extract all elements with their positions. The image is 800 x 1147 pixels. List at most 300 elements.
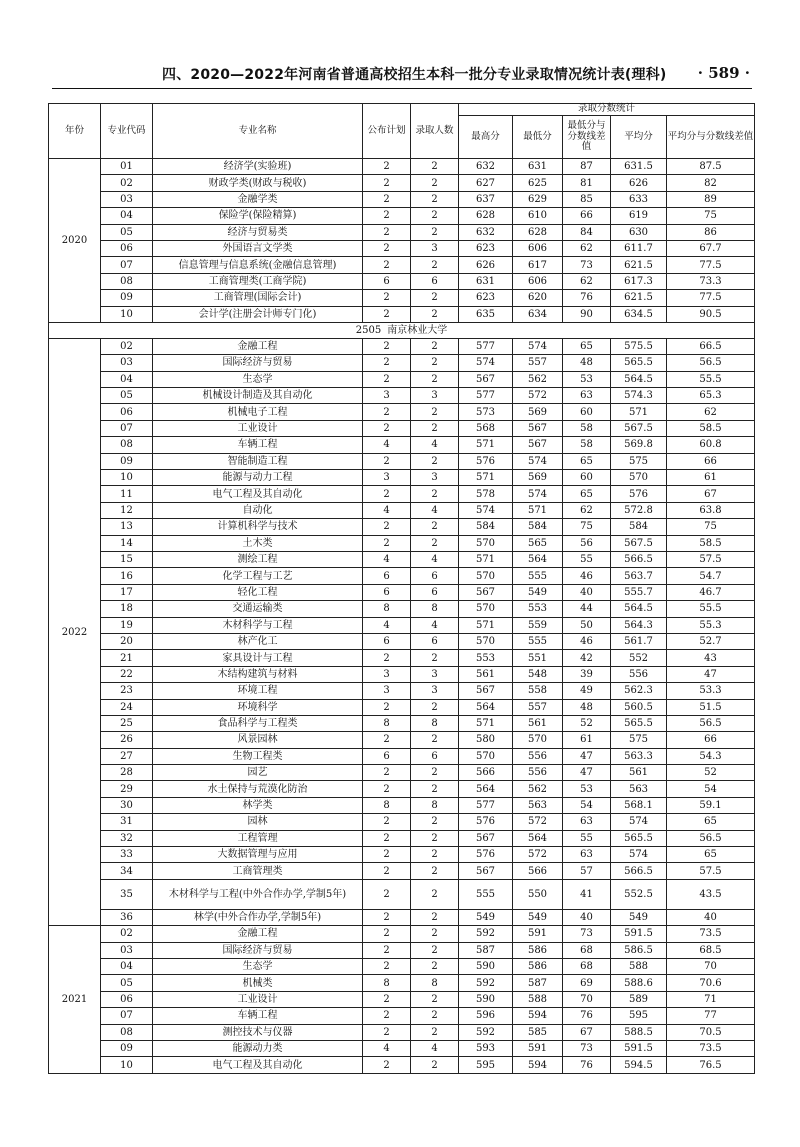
code-cell: 20: [101, 633, 153, 649]
admitted-cell: 2: [411, 486, 459, 502]
table-row: [49, 958, 755, 974]
max-cell: 570: [459, 568, 513, 584]
min-cell: 572: [513, 814, 563, 830]
min-diff-cell: 65: [563, 338, 611, 354]
admitted-cell: 2: [411, 290, 459, 306]
avg-diff-cell: 55.5: [667, 601, 755, 617]
avg-cell: 561: [611, 765, 667, 781]
min-diff-cell: 52: [563, 715, 611, 731]
min-diff-cell: 48: [563, 355, 611, 371]
max-cell: 623: [459, 290, 513, 306]
plan-cell: 8: [363, 715, 411, 731]
min-cell: 629: [513, 191, 563, 207]
min-diff-cell: 54: [563, 797, 611, 813]
avg-cell: 588.5: [611, 1024, 667, 1040]
table-row: [49, 683, 755, 699]
avg-cell: 561.7: [611, 633, 667, 649]
table-row: [49, 437, 755, 453]
max-cell: 627: [459, 175, 513, 191]
major-cell: 电气工程及其自动化: [153, 486, 363, 502]
plan-cell: 2: [363, 732, 411, 748]
min-cell: 558: [513, 683, 563, 699]
min-diff-cell: 73: [563, 1040, 611, 1056]
max-cell: 570: [459, 748, 513, 764]
code-cell: 04: [101, 958, 153, 974]
min-diff-cell: 58: [563, 437, 611, 453]
plan-cell: 2: [363, 863, 411, 879]
plan-cell: 8: [363, 601, 411, 617]
table-row: [49, 568, 755, 584]
avg-diff-cell: 58.5: [667, 420, 755, 436]
min-cell: 569: [513, 470, 563, 486]
plan-cell: 2: [363, 765, 411, 781]
major-cell: 机械设计制造及其自动化: [153, 388, 363, 404]
admitted-cell: 2: [411, 909, 459, 925]
avg-diff-cell: 57.5: [667, 863, 755, 879]
school-cell: [49, 322, 755, 338]
avg-cell: 630: [611, 224, 667, 240]
major-cell: 林学(中外合作办学,学制5年): [153, 909, 363, 925]
table-row: [49, 306, 755, 322]
max-cell: 571: [459, 437, 513, 453]
admitted-cell: 2: [411, 224, 459, 240]
admitted-cell: 2: [411, 404, 459, 420]
avg-diff-cell: 73.5: [667, 1040, 755, 1056]
min-cell: 550: [513, 879, 563, 909]
major-cell: 园林: [153, 814, 363, 830]
table-row: [49, 633, 755, 649]
major-cell: 化学工程与工艺: [153, 568, 363, 584]
admitted-cell: 2: [411, 257, 459, 273]
table-row: [49, 208, 755, 224]
max-cell: 567: [459, 683, 513, 699]
avg-diff-cell: 52: [667, 765, 755, 781]
table-row: [49, 420, 755, 436]
major-cell: 园艺: [153, 765, 363, 781]
col-header-year: 年份: [49, 104, 101, 159]
max-cell: 573: [459, 404, 513, 420]
table-row: [49, 765, 755, 781]
max-cell: 577: [459, 797, 513, 813]
min-cell: 571: [513, 502, 563, 518]
avg-diff-cell: 46.7: [667, 584, 755, 600]
avg-cell: 567.5: [611, 535, 667, 551]
code-cell: 08: [101, 437, 153, 453]
code-cell: 09: [101, 453, 153, 469]
min-cell: 584: [513, 519, 563, 535]
min-diff-cell: 49: [563, 683, 611, 699]
min-cell: 557: [513, 355, 563, 371]
min-diff-cell: 67: [563, 1024, 611, 1040]
code-cell: 03: [101, 355, 153, 371]
school-name: 南京林业大学: [387, 324, 448, 336]
plan-cell: 2: [363, 224, 411, 240]
table-body: [49, 159, 755, 1074]
avg-cell: 565.5: [611, 355, 667, 371]
avg-cell: 575: [611, 732, 667, 748]
min-cell: 606: [513, 240, 563, 256]
admitted-cell: 2: [411, 159, 459, 175]
avg-cell: 565.5: [611, 830, 667, 846]
max-cell: 590: [459, 958, 513, 974]
col-header-avg: 平均分: [611, 116, 667, 159]
major-cell: 食品科学与工程类: [153, 715, 363, 731]
plan-cell: 2: [363, 909, 411, 925]
plan-cell: 2: [363, 371, 411, 387]
min-cell: 562: [513, 371, 563, 387]
min-diff-cell: 73: [563, 926, 611, 942]
major-cell: 工业设计: [153, 420, 363, 436]
plan-cell: 2: [363, 355, 411, 371]
max-cell: 567: [459, 584, 513, 600]
plan-cell: 2: [363, 1057, 411, 1073]
avg-cell: 634.5: [611, 306, 667, 322]
avg-cell: 571: [611, 404, 667, 420]
major-cell: 工程管理: [153, 830, 363, 846]
table-row: [49, 926, 755, 942]
avg-diff-cell: 54.3: [667, 748, 755, 764]
avg-diff-cell: 40: [667, 909, 755, 925]
major-cell: 工业设计: [153, 991, 363, 1007]
avg-diff-cell: 73.3: [667, 273, 755, 289]
table-row: [49, 863, 755, 879]
major-cell: 金融工程: [153, 926, 363, 942]
table-row: [49, 584, 755, 600]
col-header-admitted: 录取人数: [411, 104, 459, 159]
table-row: [49, 732, 755, 748]
code-cell: 33: [101, 847, 153, 863]
max-cell: 555: [459, 879, 513, 909]
avg-diff-cell: 55.5: [667, 371, 755, 387]
plan-cell: 4: [363, 502, 411, 518]
min-cell: 594: [513, 1057, 563, 1073]
admitted-cell: 2: [411, 942, 459, 958]
table-row: [49, 240, 755, 256]
plan-cell: 2: [363, 420, 411, 436]
admitted-cell: 4: [411, 551, 459, 567]
min-cell: 567: [513, 420, 563, 436]
min-cell: 557: [513, 699, 563, 715]
major-cell: 土木类: [153, 535, 363, 551]
min-diff-cell: 58: [563, 420, 611, 436]
table-row: [49, 486, 755, 502]
avg-diff-cell: 70: [667, 958, 755, 974]
max-cell: 637: [459, 191, 513, 207]
col-header-min-diff: 最低分与分数线差值: [563, 116, 611, 159]
admitted-cell: 2: [411, 863, 459, 879]
code-cell: 10: [101, 306, 153, 322]
plan-cell: 2: [363, 942, 411, 958]
min-diff-cell: 60: [563, 470, 611, 486]
admitted-cell: 6: [411, 748, 459, 764]
min-diff-cell: 62: [563, 502, 611, 518]
plan-cell: 2: [363, 535, 411, 551]
plan-cell: 6: [363, 633, 411, 649]
admitted-cell: 8: [411, 797, 459, 813]
min-cell: 555: [513, 568, 563, 584]
table-row: [49, 797, 755, 813]
min-cell: 586: [513, 942, 563, 958]
avg-diff-cell: 67: [667, 486, 755, 502]
max-cell: 567: [459, 863, 513, 879]
avg-diff-cell: 66: [667, 732, 755, 748]
table-row: [49, 666, 755, 682]
admitted-cell: 2: [411, 306, 459, 322]
avg-cell: 621.5: [611, 290, 667, 306]
avg-cell: 584: [611, 519, 667, 535]
min-diff-cell: 55: [563, 830, 611, 846]
min-cell: 634: [513, 306, 563, 322]
min-cell: 574: [513, 486, 563, 502]
admitted-cell: 2: [411, 535, 459, 551]
admitted-cell: 2: [411, 732, 459, 748]
min-diff-cell: 84: [563, 224, 611, 240]
min-diff-cell: 46: [563, 568, 611, 584]
admitted-cell: 8: [411, 975, 459, 991]
avg-cell: 552.5: [611, 879, 667, 909]
min-cell: 548: [513, 666, 563, 682]
max-cell: 632: [459, 159, 513, 175]
plan-cell: 4: [363, 617, 411, 633]
min-diff-cell: 53: [563, 781, 611, 797]
admitted-cell: 6: [411, 584, 459, 600]
admitted-cell: 3: [411, 388, 459, 404]
major-cell: 能源动力类: [153, 1040, 363, 1056]
max-cell: 592: [459, 926, 513, 942]
max-cell: 580: [459, 732, 513, 748]
plan-cell: 6: [363, 584, 411, 600]
avg-cell: 563.7: [611, 568, 667, 584]
max-cell: 592: [459, 1024, 513, 1040]
avg-diff-cell: 75: [667, 208, 755, 224]
min-diff-cell: 62: [563, 273, 611, 289]
min-cell: 565: [513, 535, 563, 551]
avg-cell: 595: [611, 1008, 667, 1024]
min-cell: 563: [513, 797, 563, 813]
max-cell: 623: [459, 240, 513, 256]
admitted-cell: 2: [411, 420, 459, 436]
min-cell: 628: [513, 224, 563, 240]
code-cell: 14: [101, 535, 153, 551]
major-cell: 自动化: [153, 502, 363, 518]
max-cell: 584: [459, 519, 513, 535]
avg-cell: 631.5: [611, 159, 667, 175]
page-header: [52, 62, 752, 86]
code-cell: 23: [101, 683, 153, 699]
major-cell: 智能制造工程: [153, 453, 363, 469]
table-row: [49, 159, 755, 175]
avg-diff-cell: 58.5: [667, 535, 755, 551]
code-cell: 07: [101, 1008, 153, 1024]
min-cell: 567: [513, 437, 563, 453]
min-diff-cell: 65: [563, 486, 611, 502]
avg-cell: 564.5: [611, 371, 667, 387]
avg-cell: 574: [611, 814, 667, 830]
year-cell: 2022: [49, 338, 101, 925]
header-rule: [52, 88, 752, 89]
major-cell: 经济学(实验班): [153, 159, 363, 175]
code-cell: 04: [101, 371, 153, 387]
min-diff-cell: 70: [563, 991, 611, 1007]
avg-cell: 574.3: [611, 388, 667, 404]
major-cell: 财政学类(财政与税收): [153, 175, 363, 191]
table-row: [49, 975, 755, 991]
table-row: [49, 535, 755, 551]
avg-cell: 572.8: [611, 502, 667, 518]
admitted-cell: 2: [411, 1008, 459, 1024]
avg-cell: 563: [611, 781, 667, 797]
major-cell: 金融学类: [153, 191, 363, 207]
code-cell: 09: [101, 1040, 153, 1056]
admitted-cell: 2: [411, 650, 459, 666]
min-cell: 572: [513, 847, 563, 863]
avg-cell: 556: [611, 666, 667, 682]
max-cell: 570: [459, 633, 513, 649]
plan-cell: 2: [363, 191, 411, 207]
plan-cell: 2: [363, 208, 411, 224]
code-cell: 31: [101, 814, 153, 830]
school-row: [49, 322, 755, 338]
major-cell: 电气工程及其自动化: [153, 1057, 363, 1073]
plan-cell: 4: [363, 437, 411, 453]
avg-diff-cell: 82: [667, 175, 755, 191]
table-row: [49, 191, 755, 207]
admitted-cell: 3: [411, 470, 459, 486]
code-cell: 09: [101, 290, 153, 306]
plan-cell: 6: [363, 273, 411, 289]
min-diff-cell: 69: [563, 975, 611, 991]
min-diff-cell: 42: [563, 650, 611, 666]
min-cell: 620: [513, 290, 563, 306]
page-title: 四、2020—2022年河南省普通高校招生本科一批分专业录取情况统计表(理科): [162, 67, 667, 83]
avg-cell: 555.7: [611, 584, 667, 600]
admitted-cell: 3: [411, 683, 459, 699]
major-cell: 外国语言文学类: [153, 240, 363, 256]
code-cell: 10: [101, 470, 153, 486]
min-diff-cell: 40: [563, 909, 611, 925]
avg-diff-cell: 62: [667, 404, 755, 420]
table-row: [49, 601, 755, 617]
max-cell: 576: [459, 453, 513, 469]
avg-diff-cell: 77: [667, 1008, 755, 1024]
plan-cell: 2: [363, 847, 411, 863]
plan-cell: 8: [363, 797, 411, 813]
code-cell: 36: [101, 909, 153, 925]
avg-cell: 626: [611, 175, 667, 191]
plan-cell: 3: [363, 666, 411, 682]
admitted-cell: 2: [411, 175, 459, 191]
avg-diff-cell: 90.5: [667, 306, 755, 322]
max-cell: 596: [459, 1008, 513, 1024]
col-header-max: 最高分: [459, 116, 513, 159]
table-row: [49, 699, 755, 715]
table-row: [49, 404, 755, 420]
major-cell: 木材科学与工程(中外合作办学,学制5年): [153, 879, 363, 909]
max-cell: 577: [459, 388, 513, 404]
table-row: [49, 617, 755, 633]
major-cell: 风景园林: [153, 732, 363, 748]
avg-cell: 589: [611, 991, 667, 1007]
major-cell: 交通运输类: [153, 601, 363, 617]
min-diff-cell: 61: [563, 732, 611, 748]
avg-diff-cell: 89: [667, 191, 755, 207]
table-row: [49, 830, 755, 846]
admitted-cell: 2: [411, 453, 459, 469]
code-cell: 13: [101, 519, 153, 535]
code-cell: 19: [101, 617, 153, 633]
min-cell: 556: [513, 748, 563, 764]
code-cell: 25: [101, 715, 153, 731]
table-row: [49, 273, 755, 289]
avg-diff-cell: 55.3: [667, 617, 755, 633]
major-cell: 工商管理类: [153, 863, 363, 879]
avg-diff-cell: 66: [667, 453, 755, 469]
plan-cell: 2: [363, 240, 411, 256]
plan-cell: 8: [363, 975, 411, 991]
code-cell: 05: [101, 224, 153, 240]
avg-cell: 574: [611, 847, 667, 863]
major-cell: 计算机科学与技术: [153, 519, 363, 535]
code-cell: 10: [101, 1057, 153, 1073]
min-cell: 570: [513, 732, 563, 748]
admitted-cell: 4: [411, 1040, 459, 1056]
avg-diff-cell: 75: [667, 519, 755, 535]
major-cell: 能源与动力工程: [153, 470, 363, 486]
max-cell: 567: [459, 371, 513, 387]
min-diff-cell: 55: [563, 551, 611, 567]
major-cell: 木材科学与工程: [153, 617, 363, 633]
code-cell: 06: [101, 991, 153, 1007]
table-row: [49, 224, 755, 240]
table-row: [49, 847, 755, 863]
plan-cell: 2: [363, 991, 411, 1007]
code-cell: 26: [101, 732, 153, 748]
code-cell: 35: [101, 879, 153, 909]
major-cell: 轻化工程: [153, 584, 363, 600]
min-cell: 617: [513, 257, 563, 273]
avg-diff-cell: 70.5: [667, 1024, 755, 1040]
admitted-cell: 2: [411, 814, 459, 830]
table-row: [49, 1040, 755, 1056]
avg-diff-cell: 86: [667, 224, 755, 240]
min-cell: 561: [513, 715, 563, 731]
code-cell: 06: [101, 404, 153, 420]
min-cell: 574: [513, 453, 563, 469]
admitted-cell: 4: [411, 617, 459, 633]
table-row: [49, 290, 755, 306]
min-cell: 555: [513, 633, 563, 649]
major-cell: 保险学(保险精算): [153, 208, 363, 224]
admitted-cell: 2: [411, 765, 459, 781]
major-cell: 信息管理与信息系统(金融信息管理): [153, 257, 363, 273]
admission-stats-table: [48, 103, 755, 1074]
avg-cell: 564.5: [611, 601, 667, 617]
avg-cell: 564.3: [611, 617, 667, 633]
plan-cell: 2: [363, 699, 411, 715]
min-cell: 569: [513, 404, 563, 420]
code-cell: 12: [101, 502, 153, 518]
code-cell: 30: [101, 797, 153, 813]
major-cell: 金融工程: [153, 338, 363, 354]
max-cell: 564: [459, 699, 513, 715]
admitted-cell: 2: [411, 781, 459, 797]
plan-cell: 2: [363, 781, 411, 797]
avg-cell: 591.5: [611, 1040, 667, 1056]
major-cell: 环境科学: [153, 699, 363, 715]
max-cell: 570: [459, 601, 513, 617]
table-row: [49, 502, 755, 518]
admitted-cell: 2: [411, 879, 459, 909]
